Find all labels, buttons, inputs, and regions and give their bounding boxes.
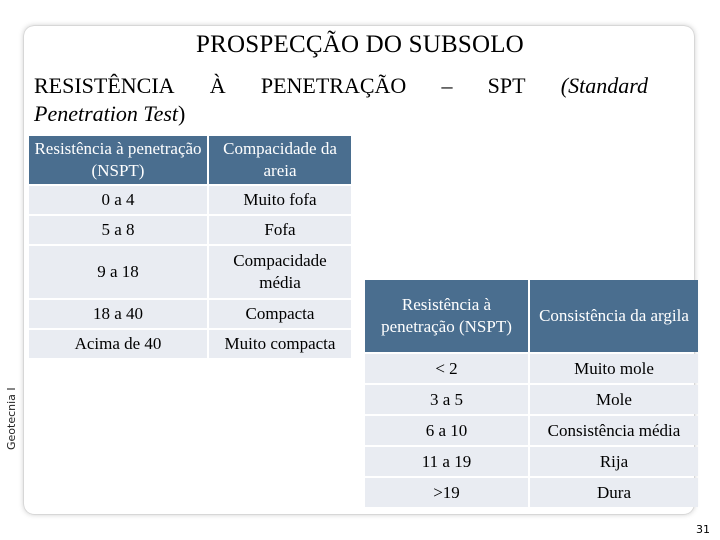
table-row: [29, 216, 351, 244]
table-row: [365, 354, 698, 383]
table-cell: >19: [365, 478, 528, 507]
table-cell: 18 a 40: [29, 300, 207, 328]
subtitle-word-italic: [561, 72, 648, 100]
clay-consistency-table: [363, 278, 700, 509]
column-header-consistency: Consistência da argila: [530, 280, 698, 352]
table-cell: 9 a 18: [29, 246, 207, 298]
course-side-label: Geotecnia I: [5, 387, 18, 450]
table-cell: Compacidade média: [209, 246, 351, 298]
table-row: [365, 385, 698, 414]
column-header-compactness: Compacidade da areia: [209, 136, 351, 184]
subtitle-word: –: [441, 73, 453, 98]
subtitle-italic-text: (Standard: [560, 73, 648, 98]
table-row: [29, 300, 351, 328]
table-row: [29, 246, 351, 298]
subtitle-italic-text: Penetration Test: [34, 101, 179, 126]
sand-compactness-table: [27, 134, 353, 360]
table-cell: Fofa: [209, 216, 351, 244]
column-header-nspt: Resistência à penetração (NSPT): [365, 280, 528, 352]
table-cell: Muito compacta: [209, 330, 351, 358]
subtitle-word: RESISTÊNCIA: [34, 73, 175, 98]
table-row: [365, 478, 698, 507]
subtitle-line-1: [34, 72, 648, 100]
page-number: 31: [696, 523, 710, 536]
subtitle-close-paren: ): [178, 101, 186, 126]
table-cell: 6 a 10: [365, 416, 528, 445]
slide-subtitle: [34, 72, 654, 128]
table-cell: Mole: [530, 385, 698, 414]
subtitle-line-2: [34, 100, 654, 128]
slide-title: PROSPECÇÃO DO SUBSOLO: [196, 31, 524, 58]
table-cell: Muito fofa: [209, 186, 351, 214]
table-row: [29, 186, 351, 214]
column-header-nspt: Resistência à penetração (NSPT): [29, 136, 207, 184]
table-cell: < 2: [365, 354, 528, 383]
table-cell: Compacta: [209, 300, 351, 328]
subtitle-word: À: [209, 73, 226, 98]
subtitle-word: SPT: [487, 73, 526, 98]
table-cell: Rija: [530, 447, 698, 476]
table-cell: Dura: [530, 478, 698, 507]
table-cell: Acima de 40: [29, 330, 207, 358]
table-cell: 5 a 8: [29, 216, 207, 244]
table-cell: Consistência média: [530, 416, 698, 445]
table-row: [365, 447, 698, 476]
table-header-row: [365, 280, 698, 352]
table-row: [29, 330, 351, 358]
table-cell: Muito mole: [530, 354, 698, 383]
table-cell: 11 a 19: [365, 447, 528, 476]
table-cell: 0 a 4: [29, 186, 207, 214]
subtitle-word: PENETRAÇÃO: [260, 73, 407, 98]
table-row: [365, 416, 698, 445]
table-header-row: [29, 136, 351, 184]
table-cell: 3 a 5: [365, 385, 528, 414]
